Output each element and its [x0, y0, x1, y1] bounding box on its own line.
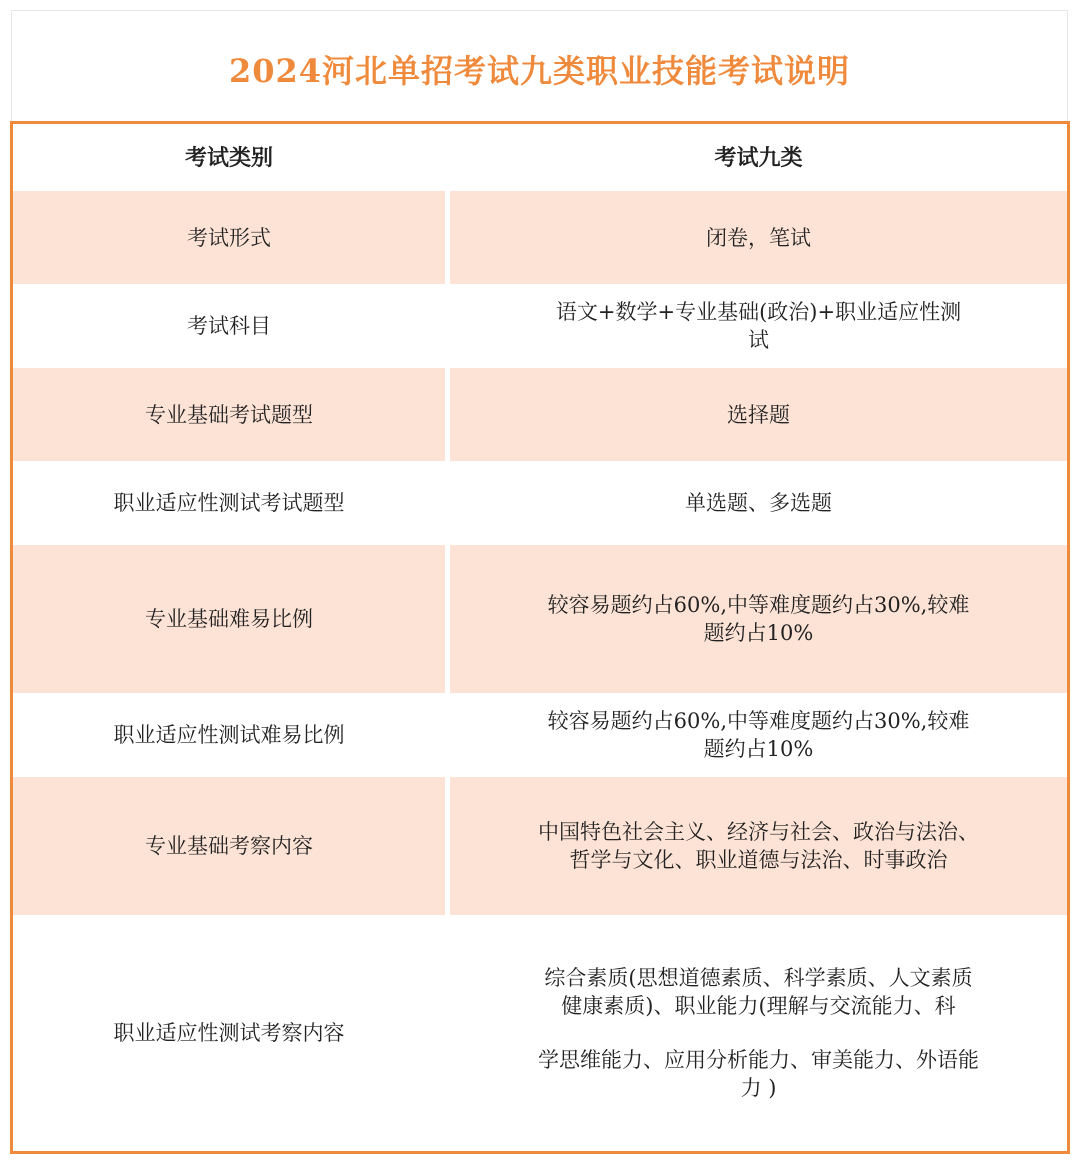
value-line: 综合素质(思想道德素质、科学素质、人文素质: [544, 966, 973, 990]
row-label: 专业基础考察内容: [13, 777, 445, 915]
page-title: 2024河北单招考试九类职业技能考试说明: [228, 52, 851, 90]
row-label: 职业适应性测试难易比例: [113, 723, 345, 747]
value-line: 健康素质)、职业能力(理解与交流能力、科: [561, 994, 956, 1018]
table-header-row: [13, 124, 1067, 191]
value-line: 语文+数学+专业基础(政治)+职业适应性测: [555, 300, 962, 324]
value-line: 题约占10%: [703, 621, 814, 645]
table-row: [13, 368, 1067, 461]
value-line: 哲学与文化、职业道德与法治、时事政治: [569, 848, 948, 872]
value-line: 试: [747, 328, 769, 352]
row-value: [450, 284, 1067, 368]
table-row: [13, 915, 1067, 1151]
table-row: [13, 693, 1067, 777]
row-value: 单选题、多选题: [685, 491, 832, 515]
table-row: [13, 545, 1067, 693]
value-line: 中国特色社会主义、经济与社会、政治与法治、: [538, 820, 979, 844]
row-value: [450, 545, 1067, 693]
row-label: 专业基础难易比例: [13, 545, 445, 693]
table-row: [13, 284, 1067, 368]
row-label: 考试科目: [187, 314, 271, 338]
value-line: 较容易题约占60%,中等难度题约占30%,较难: [547, 593, 970, 617]
paragraph-gap: [538, 1020, 979, 1046]
row-value: [450, 693, 1067, 777]
value-line: 较容易题约占60%,中等难度题约占30%,较难: [547, 709, 970, 733]
table-row: [13, 777, 1067, 915]
row-value: 选择题: [450, 368, 1067, 461]
header-type: 考试九类: [714, 144, 803, 171]
row-label: 专业基础考试题型: [13, 368, 445, 461]
row-value: [450, 777, 1067, 915]
value-line: 题约占10%: [703, 737, 814, 761]
value-line: 学思维能力、应用分析能力、审美能力、外语能: [538, 1048, 979, 1072]
value-line: 力 ): [740, 1076, 777, 1100]
row-value: 闭卷，笔试: [450, 191, 1067, 284]
title-box: [11, 10, 1068, 122]
exam-info-table: [10, 121, 1070, 1154]
table-row: [13, 461, 1067, 545]
row-label: 考试形式: [13, 191, 445, 284]
header-category: 考试类别: [184, 144, 273, 171]
row-label: 职业适应性测试考试题型: [113, 491, 345, 515]
row-value: [450, 915, 1067, 1151]
table-row: [13, 191, 1067, 284]
row-label: 职业适应性测试考察内容: [113, 1021, 345, 1045]
